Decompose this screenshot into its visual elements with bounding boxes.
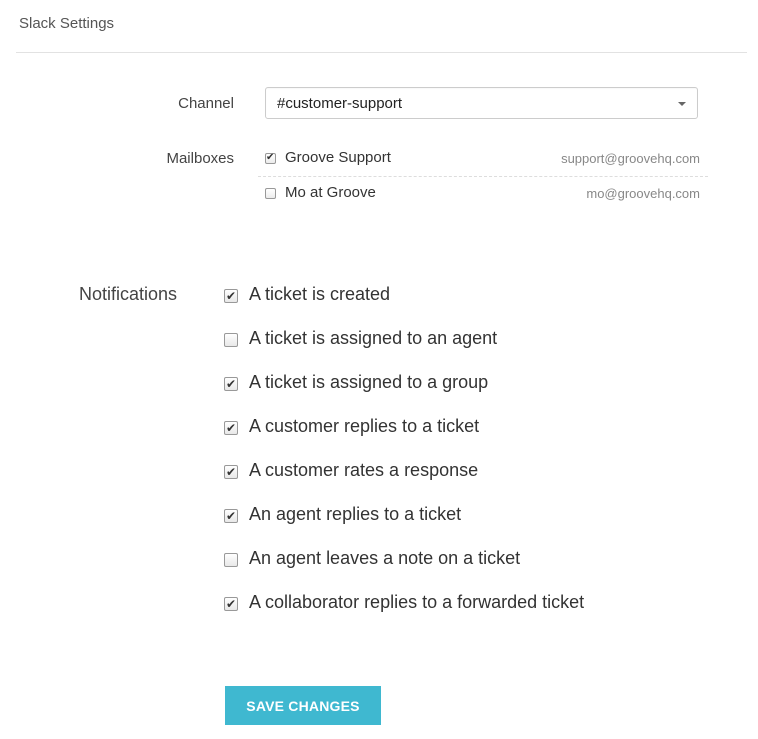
mailbox-row-groove-support [258,142,708,177]
notification-checkbox[interactable] [224,553,238,567]
notification-label: A customer rates a response [249,460,479,480]
save-changes-button[interactable]: SAVE CHANGES [225,686,381,725]
notification-option-collaborator-replies [224,590,744,634]
notification-option-customer-rates [224,458,744,502]
notification-option-agent-replies [224,502,744,546]
mailbox-email: mo@groovehq.com [586,186,700,201]
mailbox-name: Mo at Groove [285,184,376,201]
notification-option-ticket-assigned-agent [224,326,744,370]
notification-checkbox[interactable] [224,465,238,479]
chevron-down-icon [678,102,686,106]
checkmark-icon: ✔ [226,465,237,479]
notification-label: An agent leaves a note on a ticket [249,548,521,568]
mailboxes-label: Mailboxes [166,150,234,167]
mailbox-name: Groove Support [285,149,391,166]
checkmark-icon: ✔ [266,152,275,163]
notifications-label: Notifications [79,284,178,304]
notification-checkbox[interactable] [224,509,238,523]
header-divider [16,52,747,53]
channel-select[interactable] [265,87,698,119]
notification-option-agent-note [224,546,744,590]
notification-checkbox[interactable] [224,289,238,303]
notification-checkbox[interactable] [224,421,238,435]
checkmark-icon: ✔ [226,377,237,391]
notification-label: A ticket is assigned to a group [249,372,489,392]
channel-label: Channel [178,95,234,112]
notification-label: A collaborator replies to a forwarded ticket [249,592,585,612]
notification-option-ticket-assigned-group [224,370,744,414]
notification-label: An agent replies to a ticket [249,504,462,524]
checkmark-icon: ✔ [226,289,237,303]
notification-label: A ticket is created [249,284,391,304]
notification-checkbox[interactable] [224,377,238,391]
notifications-list [224,282,744,634]
mailbox-checkbox-groove-support[interactable] [265,153,276,164]
checkmark-icon: ✔ [226,597,237,611]
channel-select-value: #customer-support [277,95,403,112]
notification-option-ticket-created [224,282,744,326]
notification-label: A ticket is assigned to an agent [249,328,498,348]
notification-checkbox[interactable] [224,333,238,347]
mailbox-email: support@groovehq.com [561,151,700,166]
mailbox-checkbox-mo-at-groove[interactable] [265,188,276,199]
notification-option-customer-replies [224,414,744,458]
mailbox-row-mo-at-groove [258,177,708,211]
page-title: Slack Settings [19,15,115,32]
checkmark-icon: ✔ [226,421,237,435]
checkmark-icon: ✔ [226,509,237,523]
notification-label: A customer replies to a ticket [249,416,480,436]
notification-checkbox[interactable] [224,597,238,611]
